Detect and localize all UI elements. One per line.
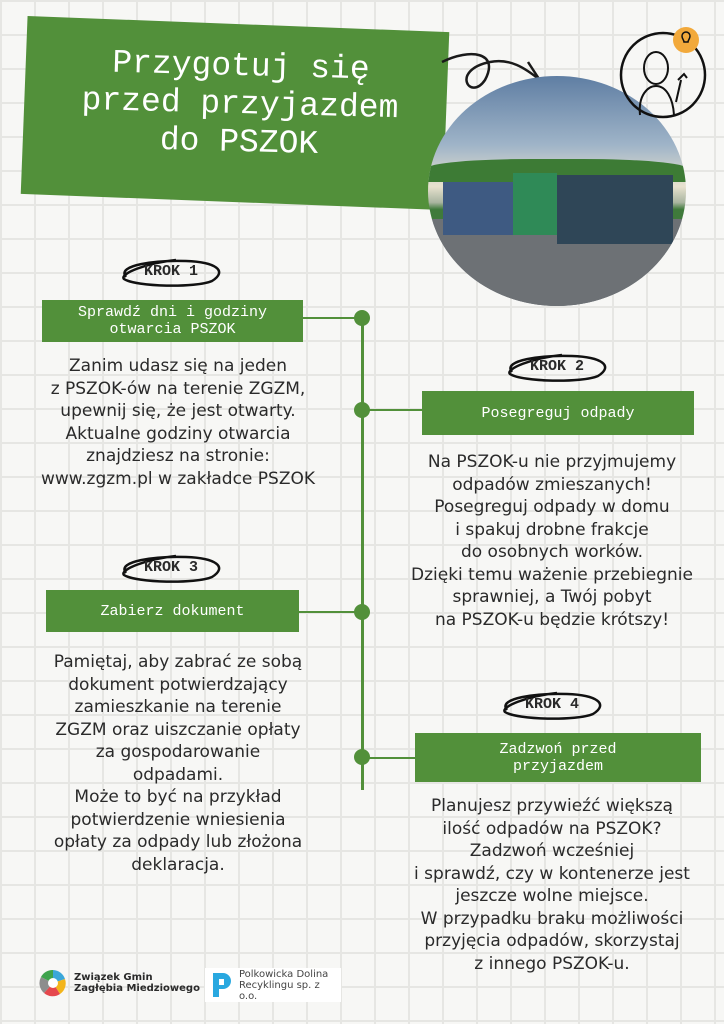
timeline-dot-1 xyxy=(354,310,370,326)
zgzm-logo-line-2: Zagłębia Miedziowego xyxy=(74,983,200,994)
step-2-body-line: Dzięki temu ważenie przebiegnie xyxy=(411,564,693,585)
step-4-body-line: i sprawdź, czy w kontenerze jest xyxy=(414,863,690,884)
step-3-heading xyxy=(46,590,299,632)
step-4-heading-line-1: Zadzwoń przed xyxy=(499,740,617,758)
pdr-logo-line-1: Polkowicka Dolina xyxy=(238,968,329,980)
step-2-badge-label: KROK 2 xyxy=(529,358,584,375)
page-title xyxy=(39,43,442,167)
step-2-body-line: odpadów zmieszanych! xyxy=(452,474,652,495)
step-3-body-line: odpadami. xyxy=(132,764,224,785)
step-1-heading-line-1: Sprawdź dni i godziny xyxy=(77,304,268,321)
timeline-dot-3 xyxy=(354,604,370,620)
step-4-body-line: ilość odpadów na PSZOK? xyxy=(442,818,662,839)
step-1-body-line: z PSZOK-ów na terenie ZGZM, xyxy=(50,378,306,399)
zgzm-logo xyxy=(38,968,200,998)
pdr-logo-line-2: Recyklingu sp. z o.o. xyxy=(238,979,320,1002)
step-2-body-line: Posegreguj odpady w domu xyxy=(434,497,670,517)
timeline-line xyxy=(361,318,364,790)
zgzm-logo-line-1: Związek Gmin xyxy=(74,972,153,983)
step-4-badge xyxy=(497,690,607,720)
step-2-heading-line-1: Posegreguj odpady xyxy=(481,404,635,422)
step-1-heading xyxy=(42,300,303,342)
step-1-heading-line-2: otwarcia PSZOK xyxy=(109,321,236,338)
step-1-body-line: Zanim udasz się na jeden xyxy=(69,356,287,376)
timeline-dot-4 xyxy=(354,749,370,765)
step-1-body xyxy=(0,355,356,490)
step-2-badge xyxy=(502,352,612,382)
thinking-person-lightbulb-icon xyxy=(618,10,714,122)
step-3-body-line: Pamiętaj, aby zabrać ze sobą xyxy=(53,652,303,672)
title-line-1: Przygotuj się xyxy=(111,44,371,89)
step-1-badge xyxy=(116,257,226,287)
step-3-body-line: opłaty za odpady lub złożona xyxy=(53,832,303,852)
connector-step-2 xyxy=(362,409,424,411)
step-4-badge-label: KROK 4 xyxy=(524,696,579,713)
step-4-body-line: Planujesz przywieźć większą xyxy=(431,796,673,816)
step-2-body-line: sprawniej, a Twój pobyt xyxy=(452,587,652,607)
connector-step-4 xyxy=(362,757,417,759)
step-4-body-line: przyjęcia odpadów, skorzystaj xyxy=(424,931,680,951)
step-1-badge-label: KROK 1 xyxy=(143,263,198,280)
step-3-body-line: dokument potwierdzający xyxy=(68,674,288,695)
title-line-2: przed przyjazdem xyxy=(81,81,399,128)
step-1-body-line: Aktualne godziny otwarcia xyxy=(65,423,291,444)
zgzm-pinwheel-icon xyxy=(38,968,68,998)
step-2-body-line: na PSZOK-u będzie krótszy! xyxy=(434,609,670,630)
step-2-body-line: do osobnych worków. xyxy=(460,542,644,562)
step-4-body-line: W przypadku braku możliwości xyxy=(420,908,684,929)
step-4-heading-line-2: przyjazdem xyxy=(512,757,603,775)
step-4-body-line: jeszcze wolne miejsce. xyxy=(455,886,649,906)
timeline-dot-2 xyxy=(354,402,370,418)
step-4-body-line: z innego PSZOK-u. xyxy=(474,953,630,974)
step-3-body-line: Może to być na przykład xyxy=(74,787,282,807)
step-4-body-line: Zadzwoń wcześniej xyxy=(469,841,635,861)
step-3-body-line: deklaracja. xyxy=(131,854,225,875)
step-3-body-line: ZGZM oraz uiszczanie opłaty xyxy=(55,719,301,740)
step-2-body-line: Na PSZOK-u nie przyjmujemy xyxy=(427,452,677,472)
step-1-website-link: www.zgzm.pl w zakładce PSZOK xyxy=(40,468,316,489)
step-3-heading-line-1: Zabierz dokument xyxy=(100,602,245,620)
title-line-3: do PSZOK xyxy=(159,121,319,164)
step-3-body xyxy=(0,651,356,876)
step-2-body xyxy=(380,451,724,631)
step-2-heading xyxy=(422,391,694,435)
step-3-body-line: za gospodarowanie xyxy=(95,742,261,762)
step-3-body-line: potwierdzenie wniesienia xyxy=(70,809,286,830)
step-4-heading xyxy=(415,733,701,782)
step-1-body-line: znajdziesz na stronie: xyxy=(86,446,270,466)
step-2-body-line: i spakuj drobne frakcje xyxy=(455,519,649,540)
step-4-body xyxy=(380,795,724,975)
step-1-body-line: upewnij się, że jest otwarty. xyxy=(60,401,296,421)
step-3-badge-label: KROK 3 xyxy=(143,559,198,576)
step-3-body-line: zamieszkanie na terenie xyxy=(74,697,282,717)
pdr-logo xyxy=(205,968,341,1002)
step-3-badge xyxy=(116,553,226,583)
pdr-r-icon xyxy=(211,971,233,999)
